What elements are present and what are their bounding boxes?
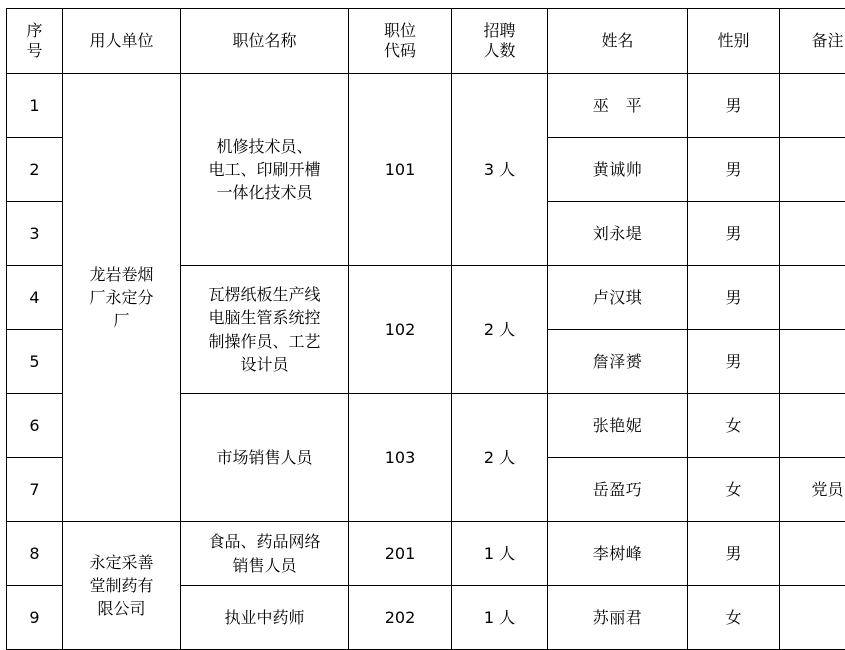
- cell-count-3: 2 人: [452, 394, 548, 522]
- cell-name: 李树峰: [548, 522, 688, 586]
- cell-count-1: 3 人: [452, 74, 548, 266]
- unit-line-3: 限公司: [65, 597, 178, 620]
- position-line-2: 销售人员: [183, 554, 346, 577]
- cell-gender: 男: [688, 522, 780, 586]
- header-gender: 性别: [688, 9, 780, 74]
- header-code: [349, 9, 452, 74]
- header-count: [452, 9, 548, 74]
- table-header-row: [7, 9, 845, 74]
- cell-count-4: 1 人: [452, 522, 548, 586]
- header-name: 姓名: [548, 9, 688, 74]
- cell-unit-2: [63, 522, 181, 650]
- cell-code-5: 202: [349, 586, 452, 650]
- table-row: [7, 74, 845, 138]
- cell-gender: 男: [688, 138, 780, 202]
- cell-seq: 3: [7, 202, 63, 266]
- cell-name: 刘永堤: [548, 202, 688, 266]
- cell-name: 黄诚帅: [548, 138, 688, 202]
- cell-code-1: 101: [349, 74, 452, 266]
- header-unit: 用人单位: [63, 9, 181, 74]
- cell-gender: 女: [688, 586, 780, 650]
- header-position: 职位名称: [181, 9, 349, 74]
- cell-remark: [780, 330, 845, 394]
- position-line-1: 瓦楞纸板生产线: [183, 283, 346, 306]
- cell-position-2: [181, 266, 349, 394]
- position-line-2: 电脑生管系统控: [183, 306, 346, 329]
- cell-count-5: 1 人: [452, 586, 548, 650]
- cell-remark: 党员: [780, 458, 845, 522]
- cell-position-5: 执业中药师: [181, 586, 349, 650]
- cell-name: 卢汉琪: [548, 266, 688, 330]
- cell-name: 詹泽赟: [548, 330, 688, 394]
- recruitment-table: [6, 8, 845, 650]
- cell-name: 岳盈巧: [548, 458, 688, 522]
- cell-remark: [780, 522, 845, 586]
- cell-seq: 4: [7, 266, 63, 330]
- cell-gender: 女: [688, 458, 780, 522]
- header-seq-line1: 序: [9, 21, 60, 41]
- cell-name: 巫 平: [548, 74, 688, 138]
- cell-remark: [780, 74, 845, 138]
- cell-gender: 男: [688, 202, 780, 266]
- position-line-1: 机修技术员、: [183, 135, 346, 158]
- cell-gender: 男: [688, 266, 780, 330]
- unit-line-3: 厂: [65, 309, 178, 332]
- header-remark: 备注: [780, 9, 845, 74]
- header-seq: [7, 9, 63, 74]
- cell-seq: 1: [7, 74, 63, 138]
- cell-seq: 2: [7, 138, 63, 202]
- cell-gender: 男: [688, 330, 780, 394]
- cell-name: 苏丽君: [548, 586, 688, 650]
- cell-remark: [780, 266, 845, 330]
- cell-remark: [780, 394, 845, 458]
- cell-gender: 女: [688, 394, 780, 458]
- cell-position-3: 市场销售人员: [181, 394, 349, 522]
- cell-code-4: 201: [349, 522, 452, 586]
- header-count-line2: 人数: [454, 41, 545, 61]
- cell-remark: [780, 138, 845, 202]
- unit-line-1: 永定采善: [65, 551, 178, 574]
- cell-unit-1: [63, 74, 181, 522]
- cell-remark: [780, 586, 845, 650]
- cell-remark: [780, 202, 845, 266]
- header-code-line2: 代码: [351, 41, 449, 61]
- cell-seq: 9: [7, 586, 63, 650]
- position-line-3: 制操作员、工艺: [183, 330, 346, 353]
- unit-line-1: 龙岩卷烟: [65, 263, 178, 286]
- cell-position-4: [181, 522, 349, 586]
- table-row: [7, 522, 845, 586]
- position-line-2: 电工、印刷开槽: [183, 158, 346, 181]
- position-line-3: 一体化技术员: [183, 181, 346, 204]
- cell-position-1: [181, 74, 349, 266]
- header-seq-line2: 号: [9, 41, 60, 61]
- cell-code-2: 102: [349, 266, 452, 394]
- cell-count-2: 2 人: [452, 266, 548, 394]
- cell-code-3: 103: [349, 394, 452, 522]
- cell-name: 张艳妮: [548, 394, 688, 458]
- position-line-4: 设计员: [183, 353, 346, 376]
- cell-seq: 8: [7, 522, 63, 586]
- cell-seq: 5: [7, 330, 63, 394]
- cell-gender: 男: [688, 74, 780, 138]
- position-line-1: 食品、药品网络: [183, 530, 346, 553]
- unit-line-2: 堂制药有: [65, 574, 178, 597]
- cell-seq: 7: [7, 458, 63, 522]
- unit-line-2: 厂永定分: [65, 286, 178, 309]
- cell-seq: 6: [7, 394, 63, 458]
- header-count-line1: 招聘: [454, 21, 545, 41]
- header-code-line1: 职位: [351, 21, 449, 41]
